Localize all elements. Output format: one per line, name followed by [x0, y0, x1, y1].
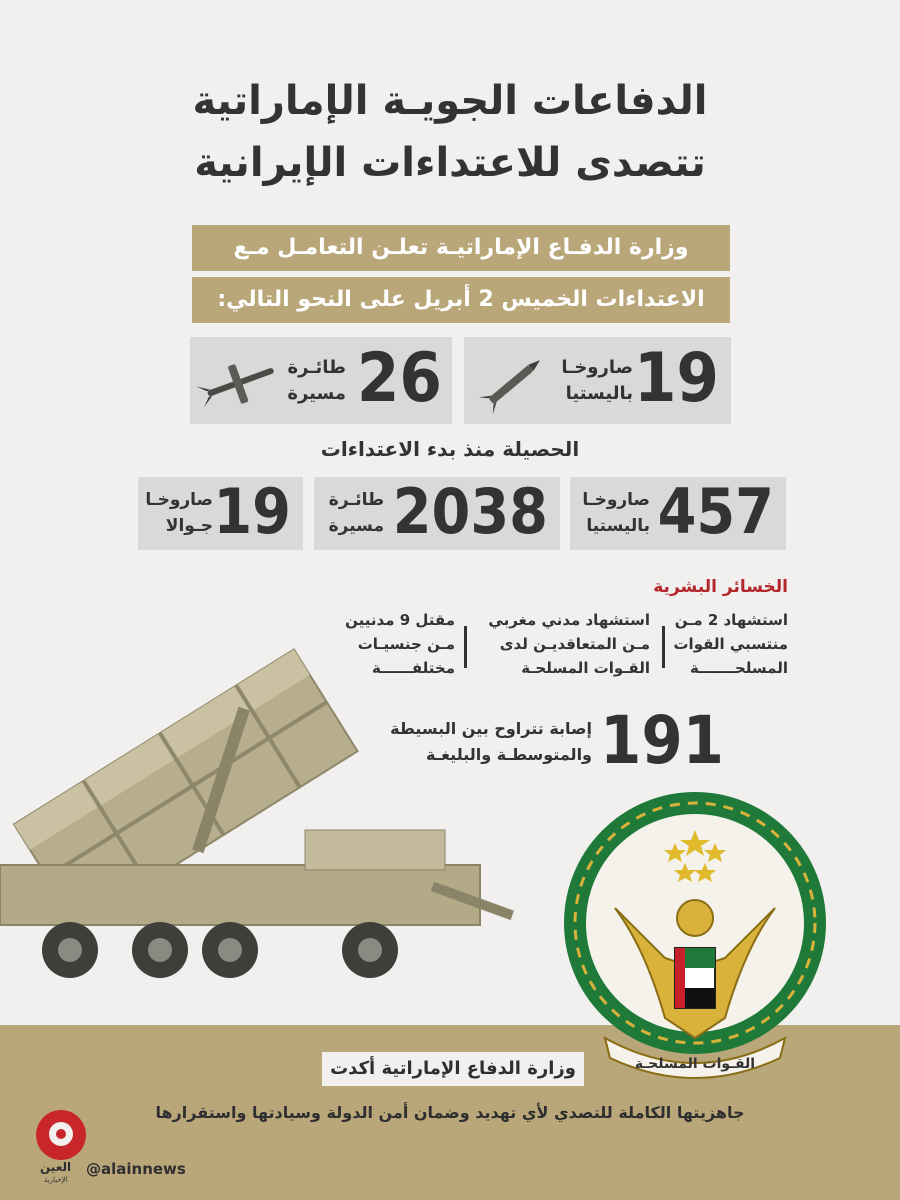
title-line-2: تتصدى للاعتداءات الإيرانية [194, 140, 706, 186]
casualty-separator [662, 626, 665, 668]
casualty-item-3: مقتل 9 مدنيين مـن جنسيـات مختلفــــــة [345, 611, 455, 677]
casualties-heading: الخسائر البشرية [653, 577, 788, 597]
drone-icon [196, 355, 286, 410]
total-drones-label: طائـرة مسيرة [328, 490, 384, 536]
casualty-item-2: استشهاد مدني مغربي مـن المتعاقديـن لدى القـوات المسلحـة [488, 611, 650, 677]
footer-statement: جاهزيتها الكاملة للتصدي لأي تهديد وضمان أمن الدولة وسيادتها واستقرارها [155, 1103, 745, 1122]
alain-logo-icon [36, 1110, 86, 1160]
footer-label: وزارة الدفاع الإماراتية أكدت [322, 1052, 584, 1086]
armed-forces-emblem [555, 788, 835, 1088]
today-drones-label: طائـرة مسيرة [287, 357, 346, 404]
today-missiles-number: 19 [633, 339, 719, 418]
emblem-ribbon-text: القـوات المسلحـة [634, 1056, 756, 1072]
casualty-item-1: استشهاد 2 مـن منتسبي القوات المسلحـــــــة [673, 611, 788, 677]
brand-name: العين [40, 1160, 72, 1174]
total-cruise-number: 19 [213, 475, 291, 548]
casualty-separator [464, 626, 467, 668]
injuries-label: إصابة تتراوح بين البسيطة والمتوسطـة والبليغـة [390, 719, 592, 764]
total-missiles-box [570, 477, 786, 550]
total-missiles-number: 457 [657, 475, 774, 548]
injuries-number: 191 [600, 702, 724, 779]
total-cruise-label: صاروخـا جـوالا [145, 490, 213, 536]
total-missiles-label: صاروخـا باليستيا [582, 490, 650, 536]
total-drones-box [314, 477, 560, 550]
total-drones-number: 2038 [392, 475, 548, 548]
today-missiles-box [464, 337, 731, 424]
today-drones-box [190, 337, 452, 424]
intro-line-2: الاعتداءات الخميس 2 أبريل على النحو التالي: [192, 277, 730, 323]
title-line-1: الدفاعات الجويـة الإماراتية [192, 78, 708, 124]
intro-line-1: وزارة الدفـاع الإماراتيـة تعلـن التعامـل مـع [192, 225, 730, 271]
total-heading: الحصيلة منذ بدء الاعتداءات [320, 437, 580, 461]
brand-sub: الإخبارية [44, 1176, 68, 1184]
missile-icon [474, 347, 554, 417]
today-drones-number: 26 [356, 339, 442, 418]
total-cruise-box [138, 477, 303, 550]
social-handle: @alainnews [86, 1160, 186, 1178]
today-missiles-label: صاروخـا باليستيا [561, 357, 633, 404]
